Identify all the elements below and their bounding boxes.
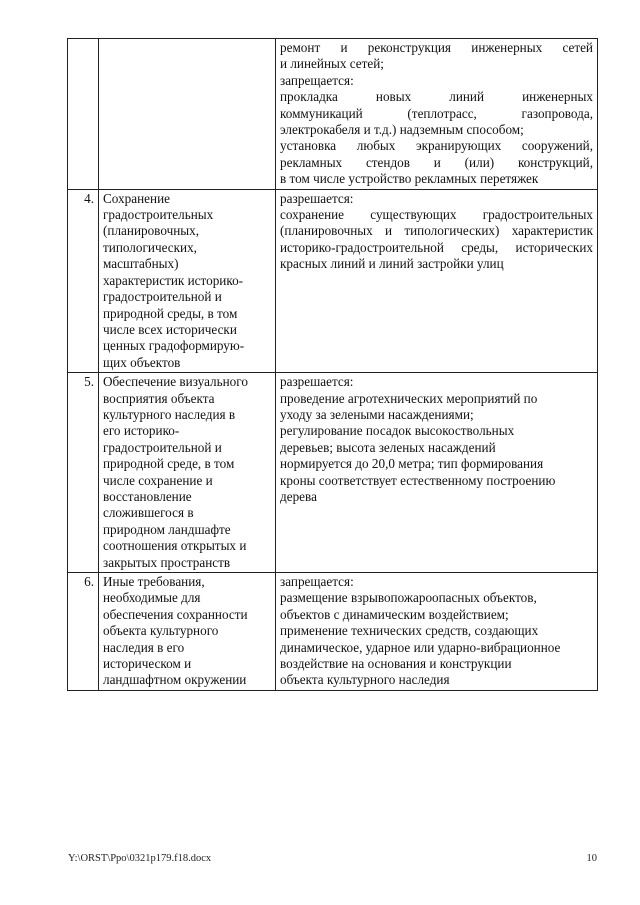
requirement-title-line: восприятия объекта <box>103 390 215 406</box>
requirement-title-line: соотношения открытых и <box>103 538 247 554</box>
regime-content-line: в том числе устройство рекламных перетяжек <box>280 171 539 187</box>
requirement-title-line: числе сохранение и <box>103 472 213 488</box>
regime-content-line: дерева <box>280 488 317 504</box>
regime-content <box>276 573 598 691</box>
regime-content-line: нормируется до 20,0 метра; тип формирования <box>280 456 544 472</box>
requirement-title-line: Иные требования, <box>103 574 205 589</box>
requirement-title <box>99 373 276 573</box>
regime-content-line: электрокабеля и т.д.) надземным способом; <box>280 122 524 138</box>
regime-content-line: рекламных стендов и (или) конструкций, <box>280 154 593 170</box>
row-number: 4. <box>68 189 99 372</box>
requirement-title-line: обеспечения сохранности <box>103 606 248 622</box>
requirement-title-line: Обеспечение визуального <box>103 374 248 390</box>
requirements-table <box>67 38 598 691</box>
table-row <box>68 373 598 573</box>
regime-content <box>276 189 598 372</box>
requirement-title-line: природном ландшафте <box>103 521 231 537</box>
regime-content-line: размещение взрывопожароопасных объектов, <box>280 590 537 606</box>
table-row <box>68 573 598 691</box>
regime-content-line: и линейных сетей; <box>280 56 384 72</box>
requirement-title-line: сложившегося в <box>103 505 194 521</box>
requirement-title <box>99 189 276 372</box>
requirement-title-line: культурного наследия в <box>103 406 236 422</box>
requirement-title-line: его историко- <box>103 423 180 439</box>
regime-content-line: разрешается: <box>280 190 354 206</box>
regime-content-line: воздействие на основания и конструкции <box>280 656 512 672</box>
row-number: 6. <box>68 573 99 691</box>
requirement-title-line: наследия в его <box>103 639 185 655</box>
regime-content-line: сохранение существующих градостроительных <box>280 207 593 223</box>
requirement-title-line: природной среде, в том <box>103 456 235 472</box>
requirement-title-line: градостроительной и <box>103 439 222 455</box>
regime-content-line: разрешается: <box>280 374 354 390</box>
regime-content-line: объектов с динамическим воздействием; <box>280 606 509 622</box>
regime-content-line: проведение агротехнических мероприятий по <box>280 390 538 406</box>
requirements-table-body <box>68 39 598 691</box>
regime-content-line: (планировочных и типологических) характеристик <box>280 223 593 239</box>
regime-content-line: установка любых экранирующих сооружений, <box>280 138 593 154</box>
table-row <box>68 189 598 372</box>
requirement-title-line: природной среды, в том <box>103 305 238 321</box>
requirement-title-line: градостроительных <box>103 207 214 223</box>
regime-content-line: запрещается: <box>280 72 354 88</box>
regime-content-line: историко-градостроительной среды, исторических <box>280 239 593 255</box>
regime-content-line: красных линий и линий застройки улиц <box>280 256 504 272</box>
regime-content-line: объекта культурного наследия <box>280 672 450 688</box>
requirement-title-line: масштабных) <box>103 256 179 272</box>
requirement-title-line: восстановление <box>103 488 192 504</box>
requirement-title <box>99 573 276 691</box>
regime-content-line: запрещается: <box>280 574 354 589</box>
regime-content-line: кроны соответствует естественному построению <box>280 472 556 488</box>
requirement-title-line: необходимые для <box>103 590 201 606</box>
regime-content <box>276 373 598 573</box>
requirement-title-line: характеристик историко- <box>103 272 244 288</box>
requirement-title-line: ландшафтном окружении <box>103 672 247 688</box>
regime-content-line: коммуникаций (теплотрасс, газопровода, <box>280 105 593 121</box>
requirement-title <box>99 39 276 190</box>
row-number <box>68 39 99 190</box>
requirement-title-line: ценных градоформирую- <box>103 338 245 354</box>
footer-file-path: Y:\ORST\Ppo\0321p179.f18.docx <box>68 853 212 864</box>
requirement-title-line: типологических, <box>103 239 197 255</box>
requirement-title-line: историческом и <box>103 656 192 672</box>
regime-content-line: деревьев; высота зеленых насаждений <box>280 439 496 455</box>
regime-content-line: динамическое, ударное или ударно-вибрационное <box>280 639 561 655</box>
regime-content-line: прокладка новых линий инженерных <box>280 89 593 105</box>
table-row <box>68 39 598 190</box>
requirement-title-line: щих объектов <box>103 354 181 370</box>
regime-content-line: уходу за зелеными насаждениями; <box>280 406 474 422</box>
requirement-title-line: объекта культурного <box>103 623 219 639</box>
regime-content-line: ремонт и реконструкция инженерных сетей <box>280 40 593 55</box>
row-number: 5. <box>68 373 99 573</box>
footer-page-number: 10 <box>586 853 597 864</box>
requirement-title-line: Сохранение <box>103 190 170 206</box>
requirement-title-line: числе всех исторически <box>103 321 237 337</box>
requirement-title-line: закрытых пространств <box>103 554 231 570</box>
regime-content <box>276 39 598 190</box>
regime-content-line: регулирование посадок высокоствольных <box>280 423 515 439</box>
regime-content-line: применение технических средств, создающих <box>280 623 539 639</box>
requirement-title-line: градостроительной и <box>103 289 222 305</box>
requirement-title-line: (планировочных, <box>103 223 200 239</box>
